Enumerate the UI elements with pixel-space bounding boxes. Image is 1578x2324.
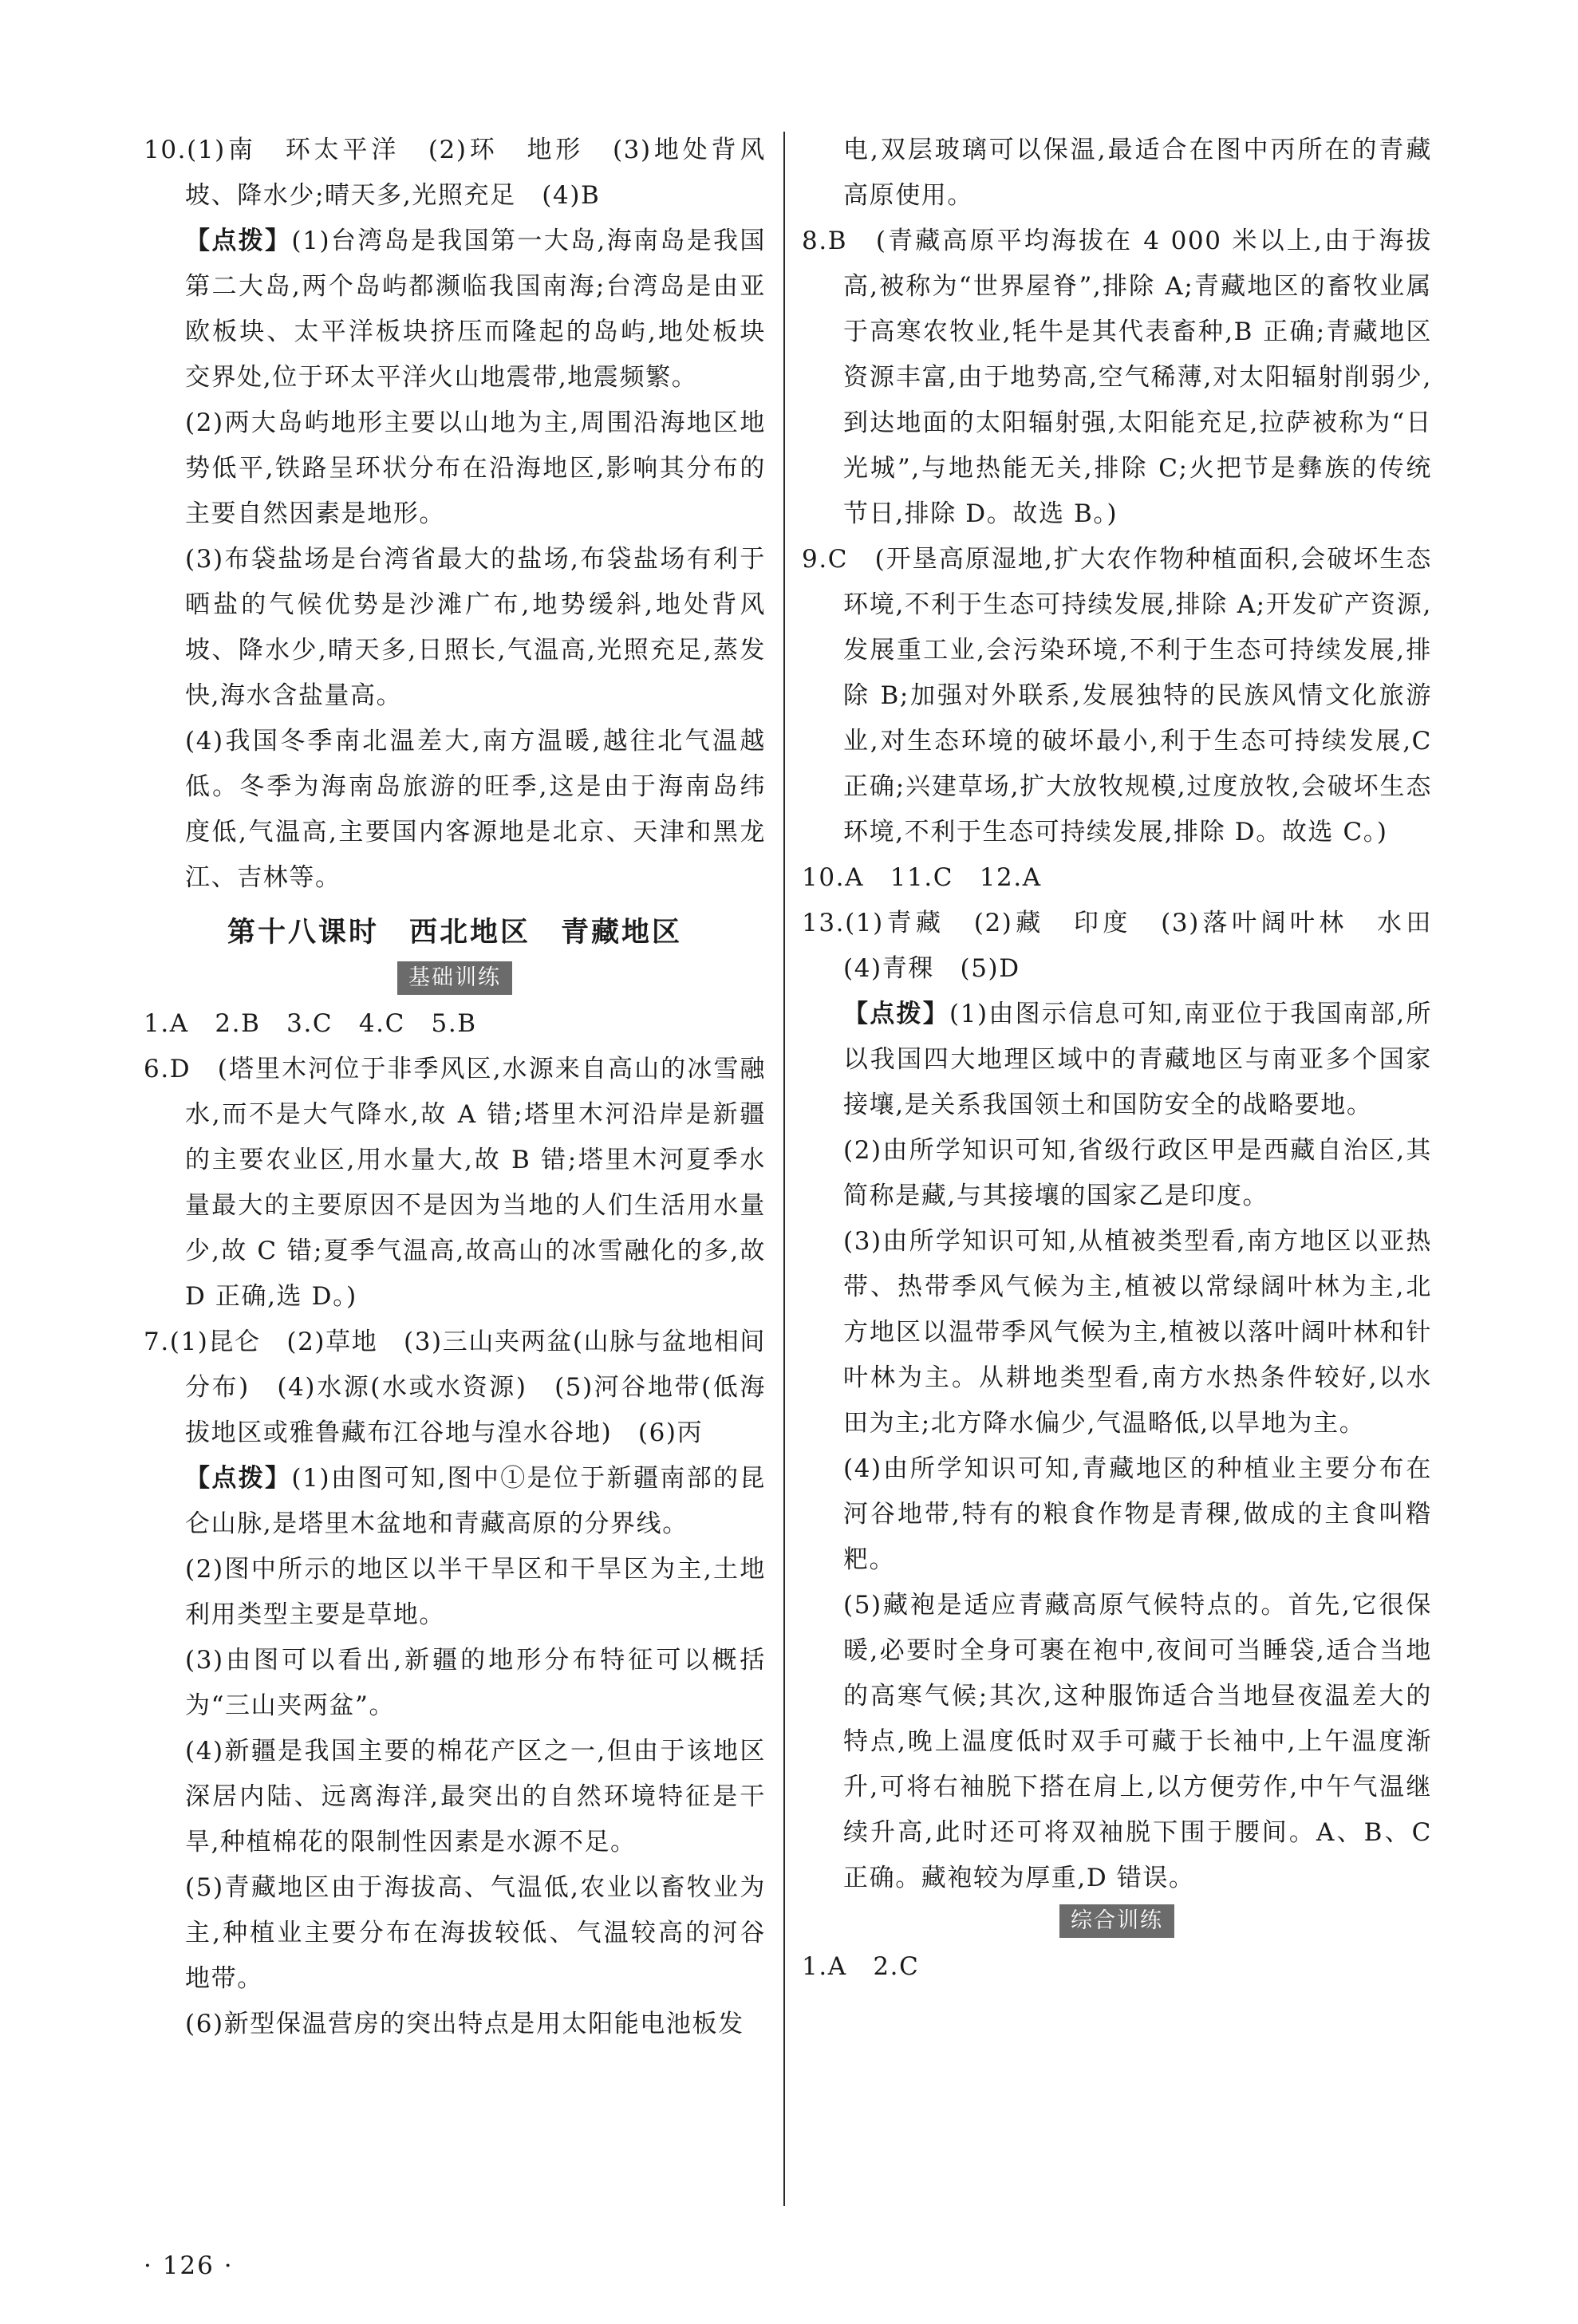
tip-label: 【点拨】 [185,227,292,255]
explanation-paragraph: (3)布袋盐场是台湾省最大的盐场,布袋盐场有利于晒盐的气候优势是沙滩广布,地势缓斜,地处背风坡、降水少,晴天多,日照长,气温高,光照充足,蒸发快,海水含盐量高。 [185,545,766,710]
explanation-paragraph: (2)由所学知识可知,省级行政区甲是西藏自治区,其简称是藏,与其接壤的国家乙是印度。 [843,1136,1432,1210]
explanation-paragraph: (2)两大岛屿地形主要以山地为主,周围沿海地区地势低平,铁路呈环状分布在沿海地区,影响其分布的主要自然因素是地形。 [185,408,766,528]
tip-paragraph [802,992,1432,1128]
answer-item: 8.B (青藏高原平均海拔在 4 000 米以上,由于海拔高,被称为“世界屋脊”,排除 A;青藏地区的畜牧业属于高寒农牧业,牦牛是其代表畜种,B 正确;青藏地区资源丰富,由于地势高,空气稀薄,对太阳辐射削弱少,到达地面的太阳辐射强,太阳能充足,拉萨被称为“日光城”,与地热能无关,排除 C;火把节是彝族的传统节日,排除 D。故选 B。) [802,227,1432,528]
explanation-paragraph: (2)图中所示的地区以半干旱区和干旱区为主,土地利用类型主要是草地。 [185,1555,766,1629]
tip-text: (1)由图示信息可知,南亚位于我国南部,所以我国四大地理区域中的青藏地区与南亚多个国家接壤,是关系我国领土和国防安全的战略要地。 [843,1000,1432,1119]
explanation-paragraph: 电,双层玻璃可以保温,最适合在图中丙所在的青藏高原使用。 [843,136,1432,210]
tip-label: 【点拨】 [185,1464,292,1493]
answer-item: 7.(1)昆仑 (2)草地 (3)三山夹两盆(山脉与盆地相间分布) (4)水源(水或水资源) (5)河谷地带(低海拔地区或雅鲁藏布江谷地与湟水谷地) (6)丙 [144,1328,766,1447]
right-column [802,128,1458,1990]
tip-paragraph [144,1456,766,1547]
lesson-title: 第十八课时 西北地区 青藏地区 [227,917,682,949]
column-divider [783,132,785,2206]
explanation-paragraph: (5)藏袍是适应青藏高原气候特点的。首先,它很保暖,必要时全身可裹在袍中,夜间可当睡袋,适合当地的高寒气候;其次,这种服饰适合当地昼夜温差大的特点,晚上温度低时双手可藏于长袖中,上午温度渐升,可将右袖脱下搭在肩上,以方便劳作,中午气温继续升高,此时还可将双袖脱下围于腰间。A、B、C 正确。藏袍较为厚重,D 错误。 [843,1591,1432,1892]
tip-paragraph [144,219,766,400]
answer-item: 10.A 11.C 12.A [802,863,1042,892]
section-badge-label: 综合训练 [1059,1904,1174,1938]
section-badge [802,1904,1432,1938]
answer-item: 13.(1)青藏 (2)藏 印度 (3)落叶阔叶林 水田 (4)青稞 (5)D [802,909,1458,983]
section-badge-label: 基础训练 [397,961,512,995]
answer-item: 6.D (塔里木河位于非季风区,水源来自高山的冰雪融水,而不是大气降水,故 A 错;塔里木河沿岸是新疆的主要农业区,用水量大,故 B 错;塔里木河夏季水量最大的主要原因不是因为当地的人们生活用水量少,故 C 错;夏季气温高,故高山的冰雪融化的多,故 D 正确,选 D。) [144,1055,766,1311]
explanation-paragraph: (4)新疆是我国主要的棉花产区之一,但由于该地区深居内陆、远离海洋,最突出的自然环境特征是干旱,种植棉花的限制性因素是水源不足。 [185,1737,766,1856]
tip-text: (1)由图可知,图中①是位于新疆南部的昆仑山脉,是塔里木盆地和青藏高原的分界线。 [185,1464,766,1538]
left-column [144,128,766,2047]
answer-item: 9.C (开垦高原湿地,扩大农作物种植面积,会破坏生态环境,不利于生态可持续发展,排除 A;开发矿产资源,发展重工业,会污染环境,不利于生态可持续发展,排除 B;加强对外联系,发展独特的民族风情文化旅游业,对生态环境的破坏最小,利于生态可持续发展,C 正确;兴建草场,扩大放牧规模,过度放牧,会破坏生态环境,不利于生态可持续发展,排除 D。故选 C。) [802,545,1432,846]
answer-item: 1.A 2.C [802,1952,920,1981]
page-number: · 126 · [144,2251,234,2280]
answer-item: 10.(1)南 环太平洋 (2)环 地形 (3)地处背风坡、降水少;晴天多,光照充足 (4)B [144,136,766,210]
explanation-paragraph: (6)新型保温营房的突出特点是用太阳能电池板发 [185,2010,744,2038]
explanation-paragraph: (4)由所学知识可知,青藏地区的种植业主要分布在河谷地带,特有的粮食作物是青稞,做成的主食叫糌粑。 [843,1454,1432,1574]
tip-label: 【点拨】 [843,1000,950,1028]
explanation-paragraph: (3)由所学知识可知,从植被类型看,南方地区以亚热带、热带季风气候为主,植被以常绿阔叶林为主,北方地区以温带季风气候为主,植被以落叶阔叶林和针叶林为主。从耕地类型看,南方水热条件较好,以水田为主;北方降水偏少,气温略低,以旱地为主。 [843,1227,1432,1438]
explanation-paragraph: (4)我国冬季南北温差大,南方温暖,越往北气温越低。冬季为海南岛旅游的旺季,这是由于海南岛纬度低,气温高,主要国内客源地是北京、天津和黑龙江、吉林等。 [185,727,766,892]
explanation-paragraph: (5)青藏地区由于海拔高、气温低,农业以畜牧业为主,种植业主要分布在海拔较低、气温较高的河谷地带。 [185,1873,766,1993]
answer-item: 1.A 2.B 3.C 4.C 5.B [144,1009,477,1038]
section-badge [144,961,766,995]
tip-text: (1)台湾岛是我国第一大岛,海南岛是我国第二大岛,两个岛屿都濒临我国南海;台湾岛是由亚欧板块、太平洋板块挤压而隆起的岛屿,地处板块交界处,位于环太平洋火山地震带,地震频繁。 [185,227,766,392]
explanation-paragraph: (3)由图可以看出,新疆的地形分布特征可以概括为“三山夹两盆”。 [185,1646,766,1720]
